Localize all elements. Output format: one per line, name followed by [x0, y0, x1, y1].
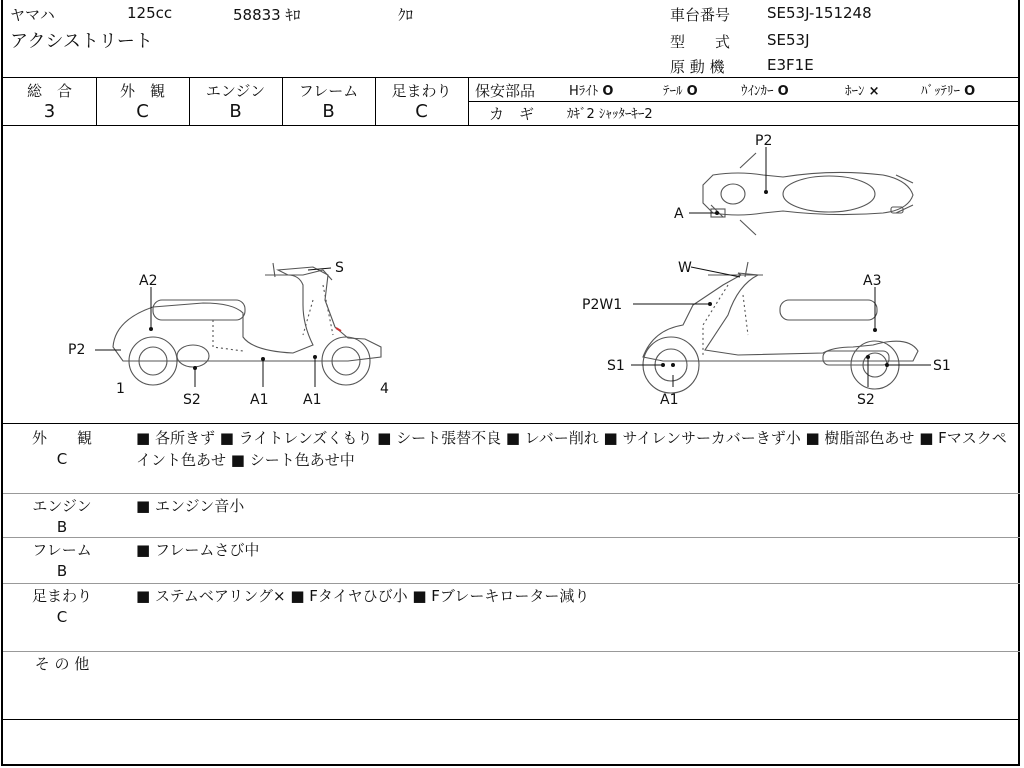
color: ｸﾛ: [398, 6, 414, 24]
engine-model-label: 原 動 機: [670, 58, 725, 76]
model-name: アクシストリート: [10, 31, 153, 52]
tail-mark: O: [686, 84, 698, 99]
divider: [3, 583, 1020, 584]
diagram-label-A-top: A: [674, 206, 684, 222]
grade-suspension-value: C: [415, 101, 428, 122]
remarks-frame-category: フレーム: [32, 541, 92, 559]
diagram-label-A2: A2: [139, 273, 158, 289]
divider: [3, 493, 1020, 494]
remarks-engine: [3, 495, 1020, 537]
frame-number-value: SE53J-151248: [767, 4, 872, 22]
type-value: SE53J: [767, 31, 810, 49]
remarks-frame-text: ■ フレームさび中: [136, 541, 260, 559]
diagram-label-4: 4: [380, 381, 389, 397]
headlight-mark: O: [602, 84, 614, 99]
sheet-frame: [1, 0, 1020, 766]
grade-frame-value: B: [322, 101, 335, 122]
divider: [3, 537, 1020, 538]
remarks-frame: [3, 539, 1020, 583]
diagram-label-A1: A1: [303, 392, 322, 408]
grade-exterior-label: 外 観: [119, 82, 165, 100]
remarks-other: [3, 653, 1020, 719]
mileage-unit: ｷﾛ: [285, 6, 301, 24]
battery-mark: O: [964, 84, 976, 99]
remarks-exterior-grade: C: [56, 450, 68, 468]
diagram-label-S: S: [335, 260, 344, 276]
winker-mark: O: [777, 84, 789, 99]
horn-mark: ×: [868, 84, 880, 99]
remarks-engine-text: ■ エンジン音小: [136, 497, 245, 515]
remarks-frame-grade: B: [56, 562, 68, 580]
remarks-suspension-grade: C: [56, 608, 68, 626]
safety-item-winker: ｳｲﾝｶｰ O: [741, 84, 789, 99]
diagram-label-S2: S2: [183, 392, 201, 408]
diagram-label-A1: A1: [660, 392, 679, 408]
safety-item-battery: ﾊﾞｯﾃﾘｰ O: [921, 84, 976, 99]
divider: [3, 651, 1020, 652]
grade-frame-label: フレーム: [298, 82, 359, 100]
grade-overall-label: 総 合: [26, 82, 72, 100]
grade-suspension-label: 足まわり: [391, 82, 452, 100]
diagram-label-P2W1: P2W1: [582, 297, 623, 313]
scooter-top-view-icon: [703, 153, 913, 235]
safety-item-headlight: Hﾗｲﾄ O: [569, 84, 614, 99]
diagram-label-P2-top: P2: [755, 133, 773, 149]
frame-number-label: 車台番号: [670, 6, 731, 24]
divider: [3, 77, 1020, 78]
remarks-engine-category: エンジン: [32, 497, 92, 515]
diagram-label-A3: A3: [863, 273, 882, 289]
diagram-label-S1: S1: [933, 358, 951, 374]
diagram-label-W: W: [678, 260, 692, 276]
remarks-exterior-text: ■ 各所きず ■ ライトレンズくもり ■ シート張替不良 ■ レバー削れ ■ サイレンサーカバーきず小 ■ 樹脂部色あせ ■ Fマスクペイント色あせ ■ シート色あせ中: [136, 429, 1007, 469]
safety-item-horn: ﾎｰﾝ ×: [845, 84, 880, 99]
diagram-label-P2: P2: [68, 342, 86, 358]
remarks-engine-grade: B: [56, 518, 68, 536]
diagram-label-S2: S2: [857, 392, 875, 408]
engine-model-value: E3F1E: [767, 56, 814, 74]
remarks-suspension-text: ■ ステムベアリング× ■ Fタイヤひび小 ■ Fブレーキローター減り: [136, 587, 590, 605]
diagram-label-S1: S1: [607, 358, 625, 374]
grade-exterior-value: C: [136, 101, 149, 122]
grade-engine-label: エンジン: [205, 82, 266, 100]
mileage-value: 58833: [233, 6, 281, 24]
displacement: 125cc: [127, 4, 173, 22]
remarks-exterior: [3, 425, 1020, 493]
damage-diagram: [3, 125, 1020, 423]
remarks-exterior-category: 外 観: [31, 429, 92, 447]
grade-overall-value: 3: [43, 101, 56, 122]
maker: ヤマハ: [10, 6, 55, 24]
diagram-label-1: 1: [116, 381, 125, 397]
mileage: [233, 4, 301, 25]
remarks-suspension-category: 足まわり: [31, 587, 92, 605]
type-label: 型 式: [670, 33, 731, 51]
diagram-label-A1: A1: [250, 392, 269, 408]
safety-item-tail: ﾃｰﾙ O: [663, 84, 698, 99]
grade-engine-value: B: [229, 101, 242, 122]
remarks-other-category: そ の 他: [34, 655, 90, 673]
remarks-suspension: [3, 585, 1020, 651]
divider: [3, 719, 1020, 720]
safety-parts-label: 保安部品: [475, 82, 536, 100]
keys-label: カ ギ: [489, 105, 535, 123]
divider: [3, 423, 1020, 424]
keys-value: ｶｷﾞ2 ｼｬｯﾀｰｷｰ2: [567, 107, 653, 122]
divider: [468, 101, 1020, 102]
